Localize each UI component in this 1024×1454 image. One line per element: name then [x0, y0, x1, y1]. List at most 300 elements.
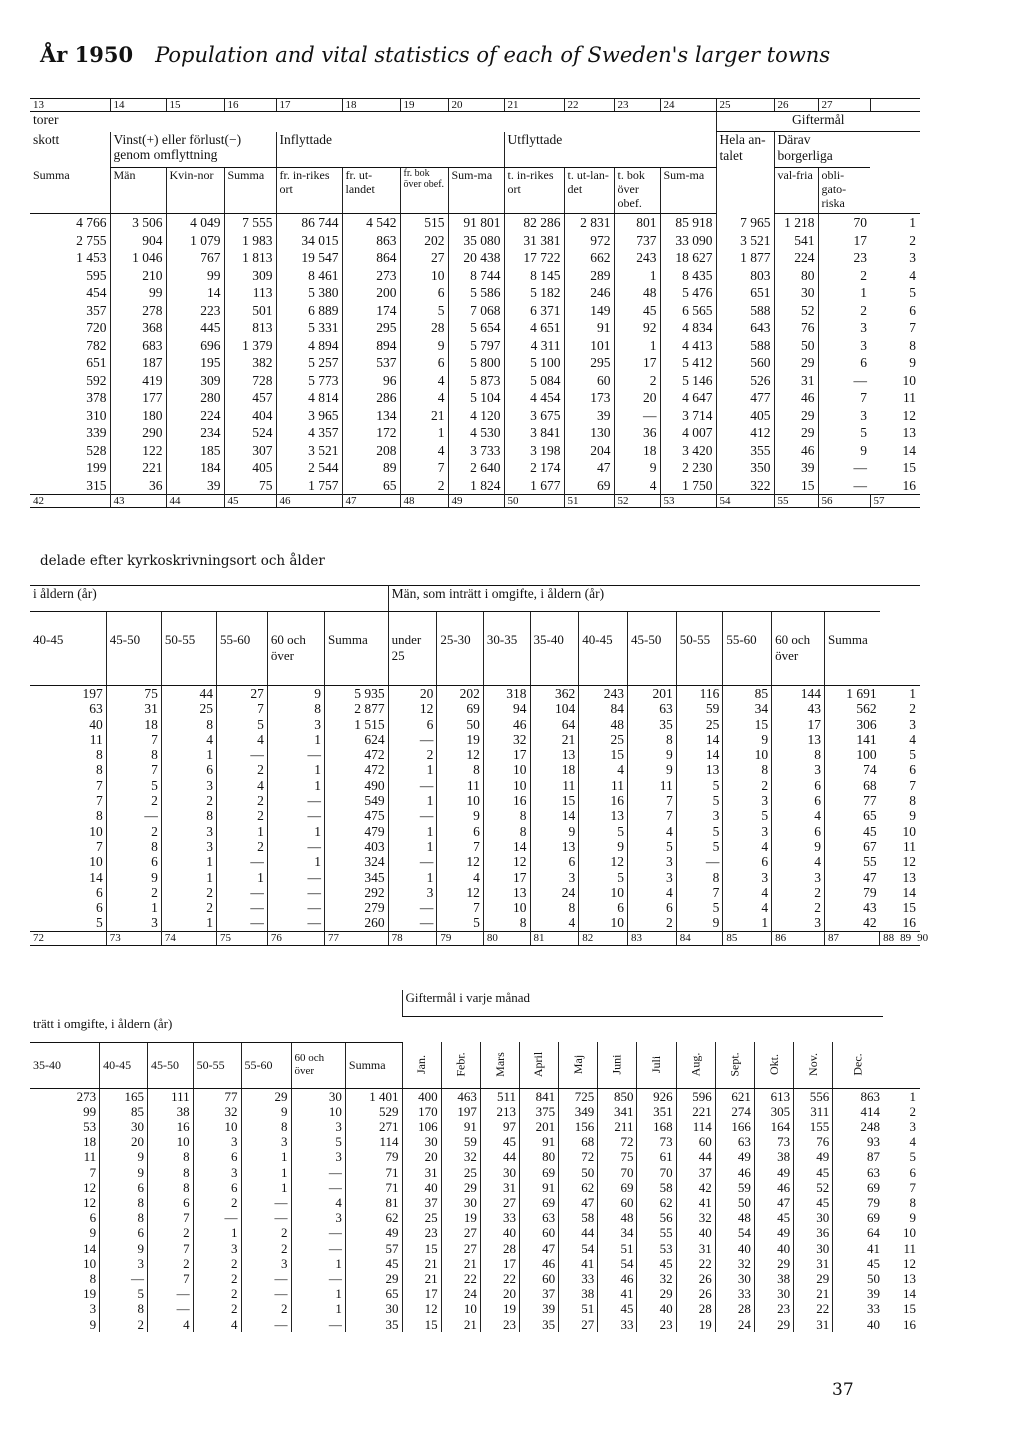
table-cell: 24: [441, 1286, 480, 1301]
table-cell: 97: [480, 1119, 519, 1134]
table-cell: 200: [342, 284, 400, 302]
table-cell: 7: [437, 839, 484, 854]
table-cell: 4: [400, 442, 448, 460]
table-cell: 141: [825, 732, 880, 747]
table-cell: 524: [224, 424, 276, 442]
table-cell: 8 435: [660, 267, 716, 285]
table-cell: 4: [579, 762, 628, 777]
table-cell: 144: [772, 686, 825, 702]
table-cell: 20: [402, 1149, 441, 1164]
table-cell: 19: [441, 1210, 480, 1225]
table-cell: 30: [291, 1088, 345, 1104]
table-cell: 3: [161, 778, 216, 793]
table-cell: 3 675: [504, 407, 564, 425]
table-cell: 46: [774, 442, 818, 460]
table-cell: 10: [291, 1104, 345, 1119]
table-cell: 472: [325, 747, 389, 762]
table-cell: 2: [216, 762, 267, 777]
column-header: Summa: [345, 1042, 402, 1088]
table-cell: 130: [564, 424, 614, 442]
table-cell: 29: [794, 1271, 833, 1286]
table-cell: 4: [723, 839, 772, 854]
table-cell: 9: [400, 337, 448, 355]
table-cell: 25: [402, 1210, 441, 1225]
table-cell: 33: [715, 1286, 754, 1301]
month-header: [402, 1042, 441, 1088]
table-cell: 295: [342, 319, 400, 337]
table-cell: 30: [441, 1195, 480, 1210]
table-cell: 12: [437, 747, 484, 762]
table-cell: 221: [676, 1104, 715, 1119]
table-cell: 662: [564, 249, 614, 267]
table-cell: 8: [723, 762, 772, 777]
table-cell: 4: [161, 732, 216, 747]
table-cell: —: [267, 870, 324, 885]
table-cell: 18: [614, 442, 660, 460]
table-cell: 46: [598, 1271, 637, 1286]
table-cell: 30: [715, 1271, 754, 1286]
table-cell: 2 755: [76, 232, 107, 248]
table-cell: 5 800: [448, 354, 504, 372]
table-cell: 31: [480, 1180, 519, 1195]
table-cell: 357: [86, 302, 107, 318]
table-cell: 8: [676, 870, 723, 885]
column-header: 45-50: [147, 1042, 193, 1088]
table-row: [30, 686, 920, 702]
table-cell: 1: [267, 854, 324, 869]
table-cell: 841: [519, 1088, 558, 1104]
table-cell: 8: [241, 1119, 291, 1134]
table-cell: 197: [441, 1104, 480, 1119]
column-number: 53: [660, 495, 716, 508]
column-number: 44: [166, 495, 224, 508]
table-cell: 59: [715, 1180, 754, 1195]
table-cell: 59: [676, 701, 723, 716]
table-cell: 46: [774, 389, 818, 407]
table-cell: 46: [754, 1180, 793, 1195]
table-cell: 5: [676, 839, 723, 854]
table-cell: 4: [628, 885, 677, 900]
table-cell: 21: [402, 1271, 441, 1286]
table-cell: 10: [579, 915, 628, 931]
table-cell: 6: [100, 1225, 148, 1240]
table-cell: 77: [825, 793, 880, 808]
row-number: 8: [909, 1194, 916, 1210]
column-number: 42: [30, 495, 110, 508]
table-cell: 11: [83, 1149, 97, 1165]
table-cell: 5: [818, 424, 870, 442]
month-label: Nov.: [805, 1053, 820, 1077]
table-cell: 42: [825, 915, 880, 931]
table-cell: 549: [325, 793, 389, 808]
table-cell: 10: [723, 747, 772, 762]
table-cell: 295: [564, 354, 614, 372]
table-cell: 382: [224, 354, 276, 372]
obligatoriska-label: obli-gato-riska: [818, 168, 870, 214]
table-cell: 3: [106, 915, 161, 931]
table-row: [30, 1134, 920, 1149]
table-cell: 5 935: [325, 686, 389, 702]
table-cell: 4 120: [448, 407, 504, 425]
table-cell: —: [676, 854, 723, 869]
table-cell: 55: [825, 854, 880, 869]
table-cell: 39: [166, 477, 224, 495]
table-cell: 32: [637, 1271, 676, 1286]
table-cell: 45: [637, 1256, 676, 1271]
table-cell: 48: [614, 284, 660, 302]
table-cell: 168: [637, 1119, 676, 1134]
table-cell: 782: [86, 337, 107, 353]
table-row: [30, 389, 920, 407]
table-cell: 64: [833, 1225, 883, 1240]
table-cell: 58: [637, 1180, 676, 1195]
table-cell: 17: [483, 870, 530, 885]
table-cell: 60: [676, 1134, 715, 1149]
column-number: 24: [660, 99, 716, 112]
table-cell: 2: [193, 1256, 241, 1271]
column-header: 60 och över: [291, 1042, 345, 1088]
table-cell: 84: [579, 701, 628, 716]
table-cell: 70: [598, 1165, 637, 1180]
table-cell: 529: [345, 1104, 402, 1119]
table-cell: 2: [147, 1256, 193, 1271]
table-cell: 76: [774, 319, 818, 337]
column-number: 72: [30, 931, 106, 945]
table-cell: 350: [716, 459, 774, 477]
table-cell: —: [216, 885, 267, 900]
column-header: 50-55: [161, 612, 216, 686]
table-cell: 651: [716, 284, 774, 302]
table-cell: 101: [564, 337, 614, 355]
table-cell: 21: [400, 407, 448, 425]
table-cell: 15: [530, 793, 579, 808]
table-cell: 47: [754, 1195, 793, 1210]
row-number: 11: [903, 390, 916, 405]
table-cell: 3 733: [448, 442, 504, 460]
man-omgifte-label: Män, som inträtt i omgifte, i åldern (år): [388, 586, 880, 612]
column-number-row: [30, 99, 920, 112]
table-cell: 60: [598, 1195, 637, 1210]
table-cell: 63: [833, 1165, 883, 1180]
table-cell: 8: [147, 1180, 193, 1195]
table-cell: 234: [166, 424, 224, 442]
table-cell: 173: [564, 389, 614, 407]
column-number: 85: [723, 931, 772, 945]
table-row: [30, 1225, 920, 1240]
table-cell: 8: [161, 808, 216, 823]
table-cell: 21: [441, 1317, 480, 1332]
table-cell: —: [614, 407, 660, 425]
table-cell: 49: [345, 1225, 402, 1240]
table-cell: 528: [86, 442, 107, 458]
table-row: [30, 267, 920, 285]
table-cell: 31: [106, 701, 161, 716]
table-cell: 6: [772, 824, 825, 839]
table-cell: —: [241, 1317, 291, 1332]
table-cell: 3: [818, 337, 870, 355]
table-cell: 40: [833, 1317, 883, 1332]
column-number: 89: [900, 932, 912, 945]
table-cell: 17: [818, 232, 870, 250]
table-cell: 19 547: [276, 249, 342, 267]
table-cell: —: [241, 1195, 291, 1210]
table-cell: 1: [388, 793, 437, 808]
table-cell: 114: [676, 1119, 715, 1134]
table-cell: 11: [530, 778, 579, 793]
table-cell: 51: [559, 1301, 598, 1316]
table-cell: 1: [161, 915, 216, 931]
table-cell: 41: [598, 1286, 637, 1301]
table-cell: 45: [794, 1195, 833, 1210]
table-cell: 5 100: [504, 354, 564, 372]
table-cell: 9: [100, 1165, 148, 1180]
table-cell: 49: [754, 1165, 793, 1180]
table-cell: 149: [564, 302, 614, 320]
table-cell: 8 461: [276, 267, 342, 285]
table-cell: 23: [402, 1225, 441, 1240]
column-number: 27: [818, 99, 870, 112]
column-number: 22: [564, 99, 614, 112]
table-cell: 65: [342, 477, 400, 495]
table-cell: 5 084: [504, 372, 564, 390]
table-cell: 86 744: [276, 214, 342, 232]
table-cell: 25: [579, 732, 628, 747]
table-row: [30, 824, 920, 839]
table-cell: —: [388, 732, 437, 747]
table-cell: 113: [224, 284, 276, 302]
table-cell: 4 766: [76, 215, 107, 230]
table-cell: 5 797: [448, 337, 504, 355]
row-number: 4: [909, 731, 916, 747]
table-row: [30, 1165, 920, 1180]
table-cell: 412: [716, 424, 774, 442]
table-cell: 322: [716, 477, 774, 495]
table-row: [30, 372, 920, 390]
table-cell: 405: [224, 459, 276, 477]
table-cell: 8: [772, 747, 825, 762]
table-cell: 4: [437, 870, 484, 885]
table-cell: 445: [166, 319, 224, 337]
row-number: 8: [909, 793, 916, 809]
table-cell: 187: [110, 354, 166, 372]
table-cell: 35 080: [448, 232, 504, 250]
table-cell: 204: [564, 442, 614, 460]
table-cell: 21: [530, 732, 579, 747]
table-cell: 48: [715, 1210, 754, 1225]
table-cell: 5: [676, 900, 723, 915]
table-cell: 286: [342, 389, 400, 407]
table-cell: 345: [325, 870, 389, 885]
table-cell: 44: [161, 686, 216, 702]
table-cell: 45: [825, 824, 880, 839]
table-cell: 3: [161, 839, 216, 854]
table-cell: 71: [345, 1165, 402, 1180]
table-cell: 501: [224, 302, 276, 320]
table-cell: 45: [754, 1210, 793, 1225]
table-cell: 3: [241, 1134, 291, 1149]
table-cell: 1: [216, 870, 267, 885]
table-cell: 4: [628, 824, 677, 839]
table-cell: 3: [628, 854, 677, 869]
table-cell: 31: [794, 1317, 833, 1332]
table-cell: 2 877: [325, 701, 389, 716]
table-cell: 595: [86, 267, 107, 283]
table-cell: 2: [400, 477, 448, 495]
kvinnor-label: Kvin-nor: [166, 168, 224, 214]
table-cell: 12: [83, 1179, 97, 1195]
table-cell: —: [216, 900, 267, 915]
table-cell: 68: [559, 1134, 598, 1149]
table-cell: 39: [519, 1301, 558, 1316]
month-label: Jan.: [414, 1055, 429, 1075]
table-cell: 6: [400, 284, 448, 302]
table-cell: 8: [437, 762, 484, 777]
table-cell: 1 691: [825, 686, 880, 702]
monthly-marriage-table: [30, 990, 920, 1332]
table-cell: 73: [754, 1134, 793, 1149]
table-cell: 1: [193, 1225, 241, 1240]
table-cell: 63: [715, 1134, 754, 1149]
row-number: 2: [909, 1103, 916, 1119]
table-cell: —: [291, 1225, 345, 1240]
table-cell: 5 182: [504, 284, 564, 302]
fr-bok-label: fr. bok över obef.: [400, 168, 448, 214]
table-cell: 1: [388, 839, 437, 854]
table-cell: 9: [614, 459, 660, 477]
table-cell: 37: [402, 1195, 441, 1210]
table-cell: 683: [110, 337, 166, 355]
table-cell: 3 198: [504, 442, 564, 460]
table-cell: 560: [716, 354, 774, 372]
column-number-blank: [870, 99, 920, 112]
table-cell: 8: [530, 900, 579, 915]
table-cell: 5: [676, 778, 723, 793]
table-row: [30, 747, 920, 762]
table-cell: 1 983: [224, 232, 276, 250]
column-header: 40-45: [30, 612, 106, 686]
table-cell: 2: [818, 267, 870, 285]
month-header: [754, 1042, 793, 1088]
table-cell: 165: [100, 1088, 148, 1104]
table-cell: 91: [519, 1180, 558, 1195]
table-cell: 2: [216, 793, 267, 808]
column-header: 55-60: [216, 612, 267, 686]
table-cell: 537: [342, 354, 400, 372]
table-cell: 69: [598, 1180, 637, 1195]
table-cell: 8: [96, 808, 103, 824]
summa-label: Summa: [30, 168, 110, 214]
table-cell: 3: [530, 870, 579, 885]
table-cell: 35: [628, 717, 677, 732]
table-cell: 273: [342, 267, 400, 285]
table-cell: 309: [224, 267, 276, 285]
table-cell: 94: [483, 701, 530, 716]
table-cell: 39: [833, 1286, 883, 1301]
row-number: 3: [909, 716, 916, 732]
table-row: [30, 407, 920, 425]
table-cell: 33: [833, 1301, 883, 1316]
table-cell: 13: [676, 762, 723, 777]
column-number: 80: [483, 931, 530, 945]
table-cell: 9: [437, 808, 484, 823]
row-number: 5: [909, 1149, 916, 1165]
table-cell: 69: [833, 1210, 883, 1225]
table-cell: 76: [794, 1134, 833, 1149]
table-cell: 2: [772, 885, 825, 900]
table-cell: 12: [388, 701, 437, 716]
table-cell: 79: [833, 1195, 883, 1210]
month-header: [559, 1042, 598, 1088]
table-cell: 3 420: [660, 442, 716, 460]
table-cell: 20: [614, 389, 660, 407]
table-cell: 224: [774, 249, 818, 267]
table-cell: 4: [400, 389, 448, 407]
column-number: 86: [772, 931, 825, 945]
table-cell: 27: [559, 1317, 598, 1332]
row-number: 1: [909, 215, 916, 230]
table-cell: 3: [291, 1210, 345, 1225]
table-row: [30, 1210, 920, 1225]
table-cell: 5 257: [276, 354, 342, 372]
skott-label: skott: [33, 131, 60, 147]
row-number: 4: [909, 267, 916, 283]
table-cell: 15: [402, 1241, 441, 1256]
table-cell: 116: [676, 686, 723, 702]
table-cell: 526: [716, 372, 774, 390]
table-cell: 3: [193, 1165, 241, 1180]
row-number: 11: [903, 1240, 916, 1256]
table-cell: 6: [388, 717, 437, 732]
column-number: [880, 931, 929, 945]
column-header: 35-40: [30, 1042, 100, 1088]
table-cell: 79: [345, 1149, 402, 1164]
month-header: [598, 1042, 637, 1088]
table-cell: 4: [723, 885, 772, 900]
table-cell: 2: [772, 900, 825, 915]
table-cell: —: [267, 747, 324, 762]
table-cell: 12: [402, 1301, 441, 1316]
column-number: 87: [825, 931, 880, 945]
row-number: 2: [909, 701, 916, 717]
table-cell: 4: [772, 854, 825, 869]
table-cell: 224: [166, 407, 224, 425]
table-cell: —: [216, 747, 267, 762]
table-cell: 22: [676, 1256, 715, 1271]
column-number: 46: [276, 495, 342, 508]
table-cell: 47: [559, 1195, 598, 1210]
month-label: Juni: [609, 1054, 624, 1075]
table-cell: 52: [774, 302, 818, 320]
table-cell: 29: [774, 354, 818, 372]
table-cell: —: [291, 1317, 345, 1332]
table-cell: 3: [267, 717, 324, 732]
column-number: 47: [342, 495, 400, 508]
table-cell: 9: [676, 915, 723, 931]
table-cell: —: [818, 477, 870, 495]
table-cell: 588: [716, 337, 774, 355]
table-row: [30, 778, 920, 793]
table-cell: 50: [774, 337, 818, 355]
table-cell: 29: [754, 1317, 793, 1332]
table-cell: 11: [628, 778, 677, 793]
table-row: [30, 284, 920, 302]
table-cell: 6 371: [504, 302, 564, 320]
table-cell: 47: [519, 1241, 558, 1256]
table-cell: 1 218: [774, 214, 818, 232]
table-cell: 27: [216, 686, 267, 702]
table-cell: 211: [598, 1119, 637, 1134]
table-cell: 515: [400, 214, 448, 232]
